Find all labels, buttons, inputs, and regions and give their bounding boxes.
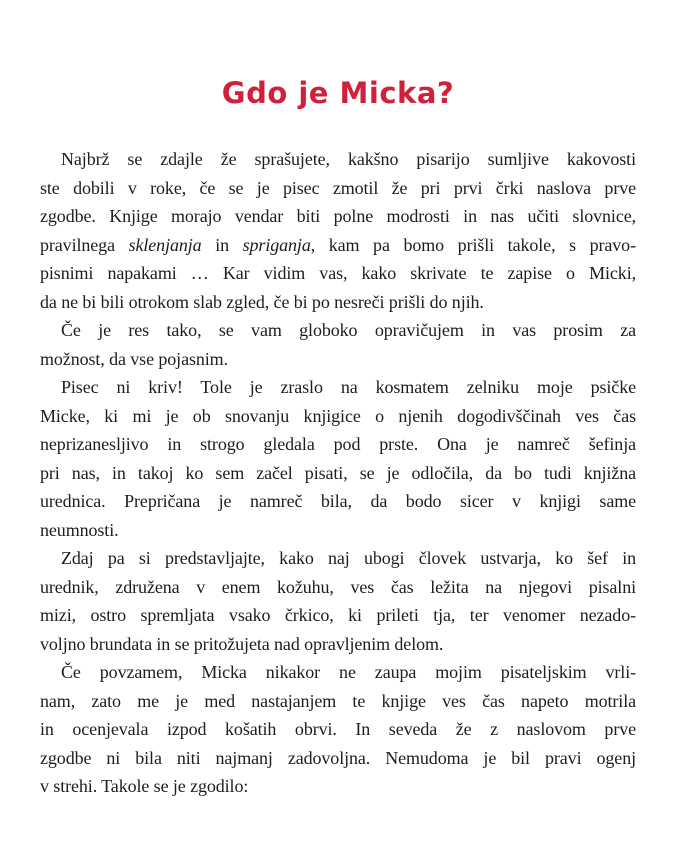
text-segment: urednik, združena v enem kožuhu, ves čas ležita na njegovi pisalni bbox=[40, 576, 636, 597]
text-line bbox=[40, 288, 636, 317]
text-segment: zgodbe. Knjige morajo vendar biti polne modrosti in nas učiti slovnice, bbox=[40, 206, 636, 226]
text-line bbox=[40, 174, 636, 203]
text-line bbox=[40, 402, 636, 431]
italic-text-segment: sklenjanja bbox=[128, 234, 202, 255]
text-segment: da ne bi bili otrokom slab zgled, če bi po nesreči prišli do njih. bbox=[40, 291, 484, 312]
text-line bbox=[40, 573, 636, 602]
text-line bbox=[40, 459, 636, 488]
text-segment: in ocenjevala izpod košatih obrvi. In seveda že z naslovom prve bbox=[40, 719, 636, 739]
text-line bbox=[40, 630, 636, 659]
text-line bbox=[40, 744, 636, 773]
text-line bbox=[40, 772, 636, 801]
text-line bbox=[40, 544, 636, 573]
text-segment: Pisec ni kriv! Tole je zraslo na kosmatem zelniku moje psičke bbox=[61, 377, 636, 397]
text-line bbox=[40, 601, 636, 630]
text-segment: možnost, da vse pojasnim. bbox=[40, 348, 228, 369]
text-segment: urednica. Prepričana je namreč bila, da bodo sicer v knjigi same bbox=[40, 491, 636, 511]
text-line bbox=[40, 231, 636, 260]
text-segment: , kam pa bomo prišli takole, s pravo- bbox=[310, 234, 636, 255]
text-line bbox=[40, 316, 636, 345]
text-line bbox=[40, 715, 636, 744]
page-title: Gdo je Micka? bbox=[221, 76, 455, 110]
text-segment: Če je res tako, se vam globoko opravičujem in vas prosim za bbox=[61, 320, 636, 340]
text-segment: Micke, ki mi je ob snovanju knjigice o njenih dogodivščinah ves čas bbox=[40, 405, 636, 426]
text-segment: pravilnega bbox=[40, 234, 129, 255]
text-segment: v strehi. Takole se je zgodilo: bbox=[40, 776, 249, 796]
italic-text-segment: spriganja bbox=[242, 234, 311, 255]
text-segment: pri nas, in takoj ko sem začel pisati, se je odločila, da bo tudi knjižna bbox=[40, 462, 636, 483]
text-segment: Najbrž se zdajle že sprašujete, kakšno pisarijo sumljive kakovosti bbox=[61, 149, 636, 169]
text-line bbox=[40, 202, 636, 231]
text-line bbox=[40, 145, 636, 174]
text-segment: nam, zato me je med nastajanjem te knjige ves čas napeto motrila bbox=[40, 690, 636, 711]
text-line bbox=[40, 345, 636, 374]
text-segment: neprizanesljivo in strogo gledala pod prste. Ona je namreč šefinja bbox=[40, 434, 636, 454]
text-line bbox=[40, 373, 636, 402]
text-line bbox=[40, 487, 636, 516]
text-line bbox=[40, 516, 636, 545]
text-line bbox=[40, 430, 636, 459]
text-segment: Zdaj pa si predstavljajte, kako naj ubogi človek ustvarja, ko šef in bbox=[61, 548, 636, 568]
text-line bbox=[40, 658, 636, 687]
text-segment: ste dobili v roke, če se je pisec zmotil že pri prvi črki naslova prve bbox=[40, 177, 636, 198]
text-segment: zgodbe ni bila niti najmanj zadovoljna. Nemudoma je bil pravi ogenj bbox=[40, 747, 636, 768]
text-segment: mizi, ostro spremljata vsako črkico, ki prileti tja, ter venomer nezado- bbox=[40, 605, 636, 625]
text-segment: voljno brundata in se pritožujeta nad opravljenim delom. bbox=[40, 633, 444, 654]
text-segment: neumnosti. bbox=[40, 519, 119, 540]
text-segment: Če povzamem, Micka nikakor ne zaupa mojim pisateljskim vrli- bbox=[61, 662, 636, 682]
text-line bbox=[40, 259, 636, 288]
text-segment: pisnimi napakami … Kar vidim vas, kako skrivate te zapise o Micki, bbox=[40, 263, 636, 283]
text-segment: in bbox=[201, 234, 243, 255]
text-line bbox=[40, 687, 636, 716]
body-text bbox=[40, 145, 636, 801]
